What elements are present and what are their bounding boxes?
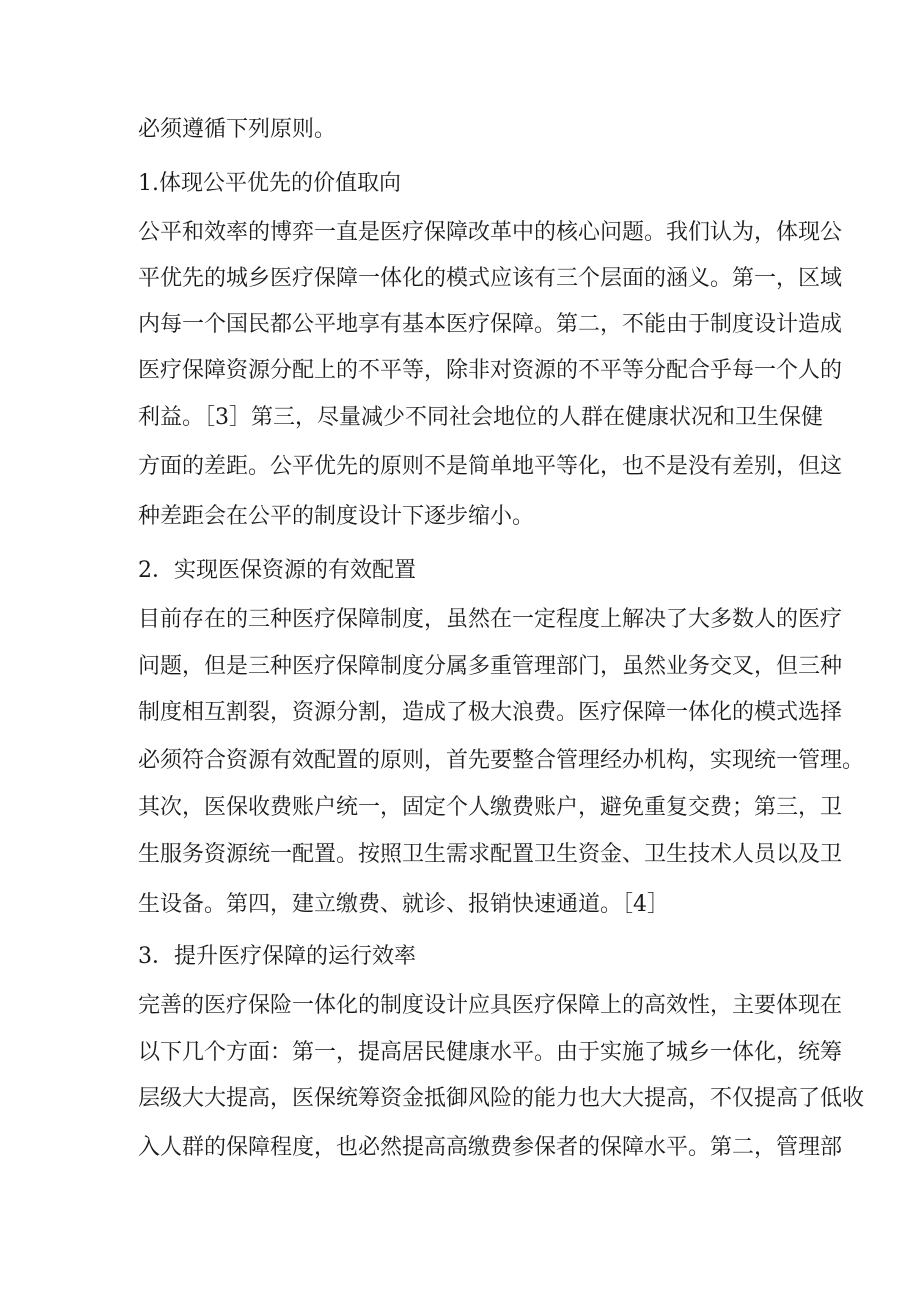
text-line: 平优先的城乡医疗保障一体化的模式应该有三个层面的涵义。第一，区域 [138, 266, 843, 291]
text-line: 入人群的保障程度，也必然提高高缴费参保者的保障水平。第二，管理部 [138, 1135, 843, 1160]
text-line: 必须符合资源有效配置的原则，首先要整合管理经办机构，实现统一管理。 [138, 748, 865, 773]
text-line: 目前存在的三种医疗保障制度，虽然在一定程度上解决了大多数人的医疗 [138, 607, 843, 632]
text-line: 必须遵循下列原则。 [138, 117, 337, 142]
section-heading: 1.体现公平优先的价值取向 [138, 171, 401, 196]
text-line: 公平和效率的博弈一直是医疗保障改革中的核心问题。我们认为，体现公 [138, 220, 843, 245]
text-line: 利益。［3］第三，尽量减少不同社会地位的人群在健康状况和卫生保健 [138, 405, 823, 430]
text-line: 医疗保障资源分配上的不平等，除非对资源的不平等分配合乎每一个人的 [138, 358, 843, 383]
text-line: 以下几个方面：第一，提高居民健康水平。由于实施了城乡一体化，统筹 [138, 1040, 843, 1065]
text-line: 方面的差距。公平优先的原则不是简单地平等化，也不是没有差别，但这 [138, 454, 843, 479]
text-line: 生设备。第四，建立缴费、就诊、报销快速通道。［4］ [138, 892, 669, 917]
text-line: 其次，医保收费账户统一，固定个人缴费账户，避免重复交费；第三，卫 [138, 795, 843, 820]
text-line: 内每一个国民都公平地享有基本医疗保障。第二，不能由于制度设计造成 [138, 312, 843, 337]
text-line: 完善的医疗保险一体化的制度设计应具医疗保障上的高效性，主要体现在 [138, 993, 843, 1018]
text-line: 生服务资源统一配置。按照卫生需求配置卫生资金、卫生技术人员以及卫 [138, 842, 843, 867]
text-line: 种差距会在公平的制度设计下逐步缩小。 [138, 504, 535, 529]
text-line: 问题，但是三种医疗保障制度分属多重管理部门，虽然业务交叉，但三种 [138, 654, 843, 679]
section-heading: 3．提升医疗保障的运行效率 [138, 944, 416, 969]
section-heading: 2．实现医保资源的有效配置 [138, 558, 416, 583]
text-line: 制度相互割裂，资源分割，造成了极大浪费。医疗保障一体化的模式选择 [138, 700, 843, 725]
text-line: 层级大大提高，医保统筹资金抵御风险的能力也大大提高，不仅提高了低收 [138, 1086, 865, 1111]
